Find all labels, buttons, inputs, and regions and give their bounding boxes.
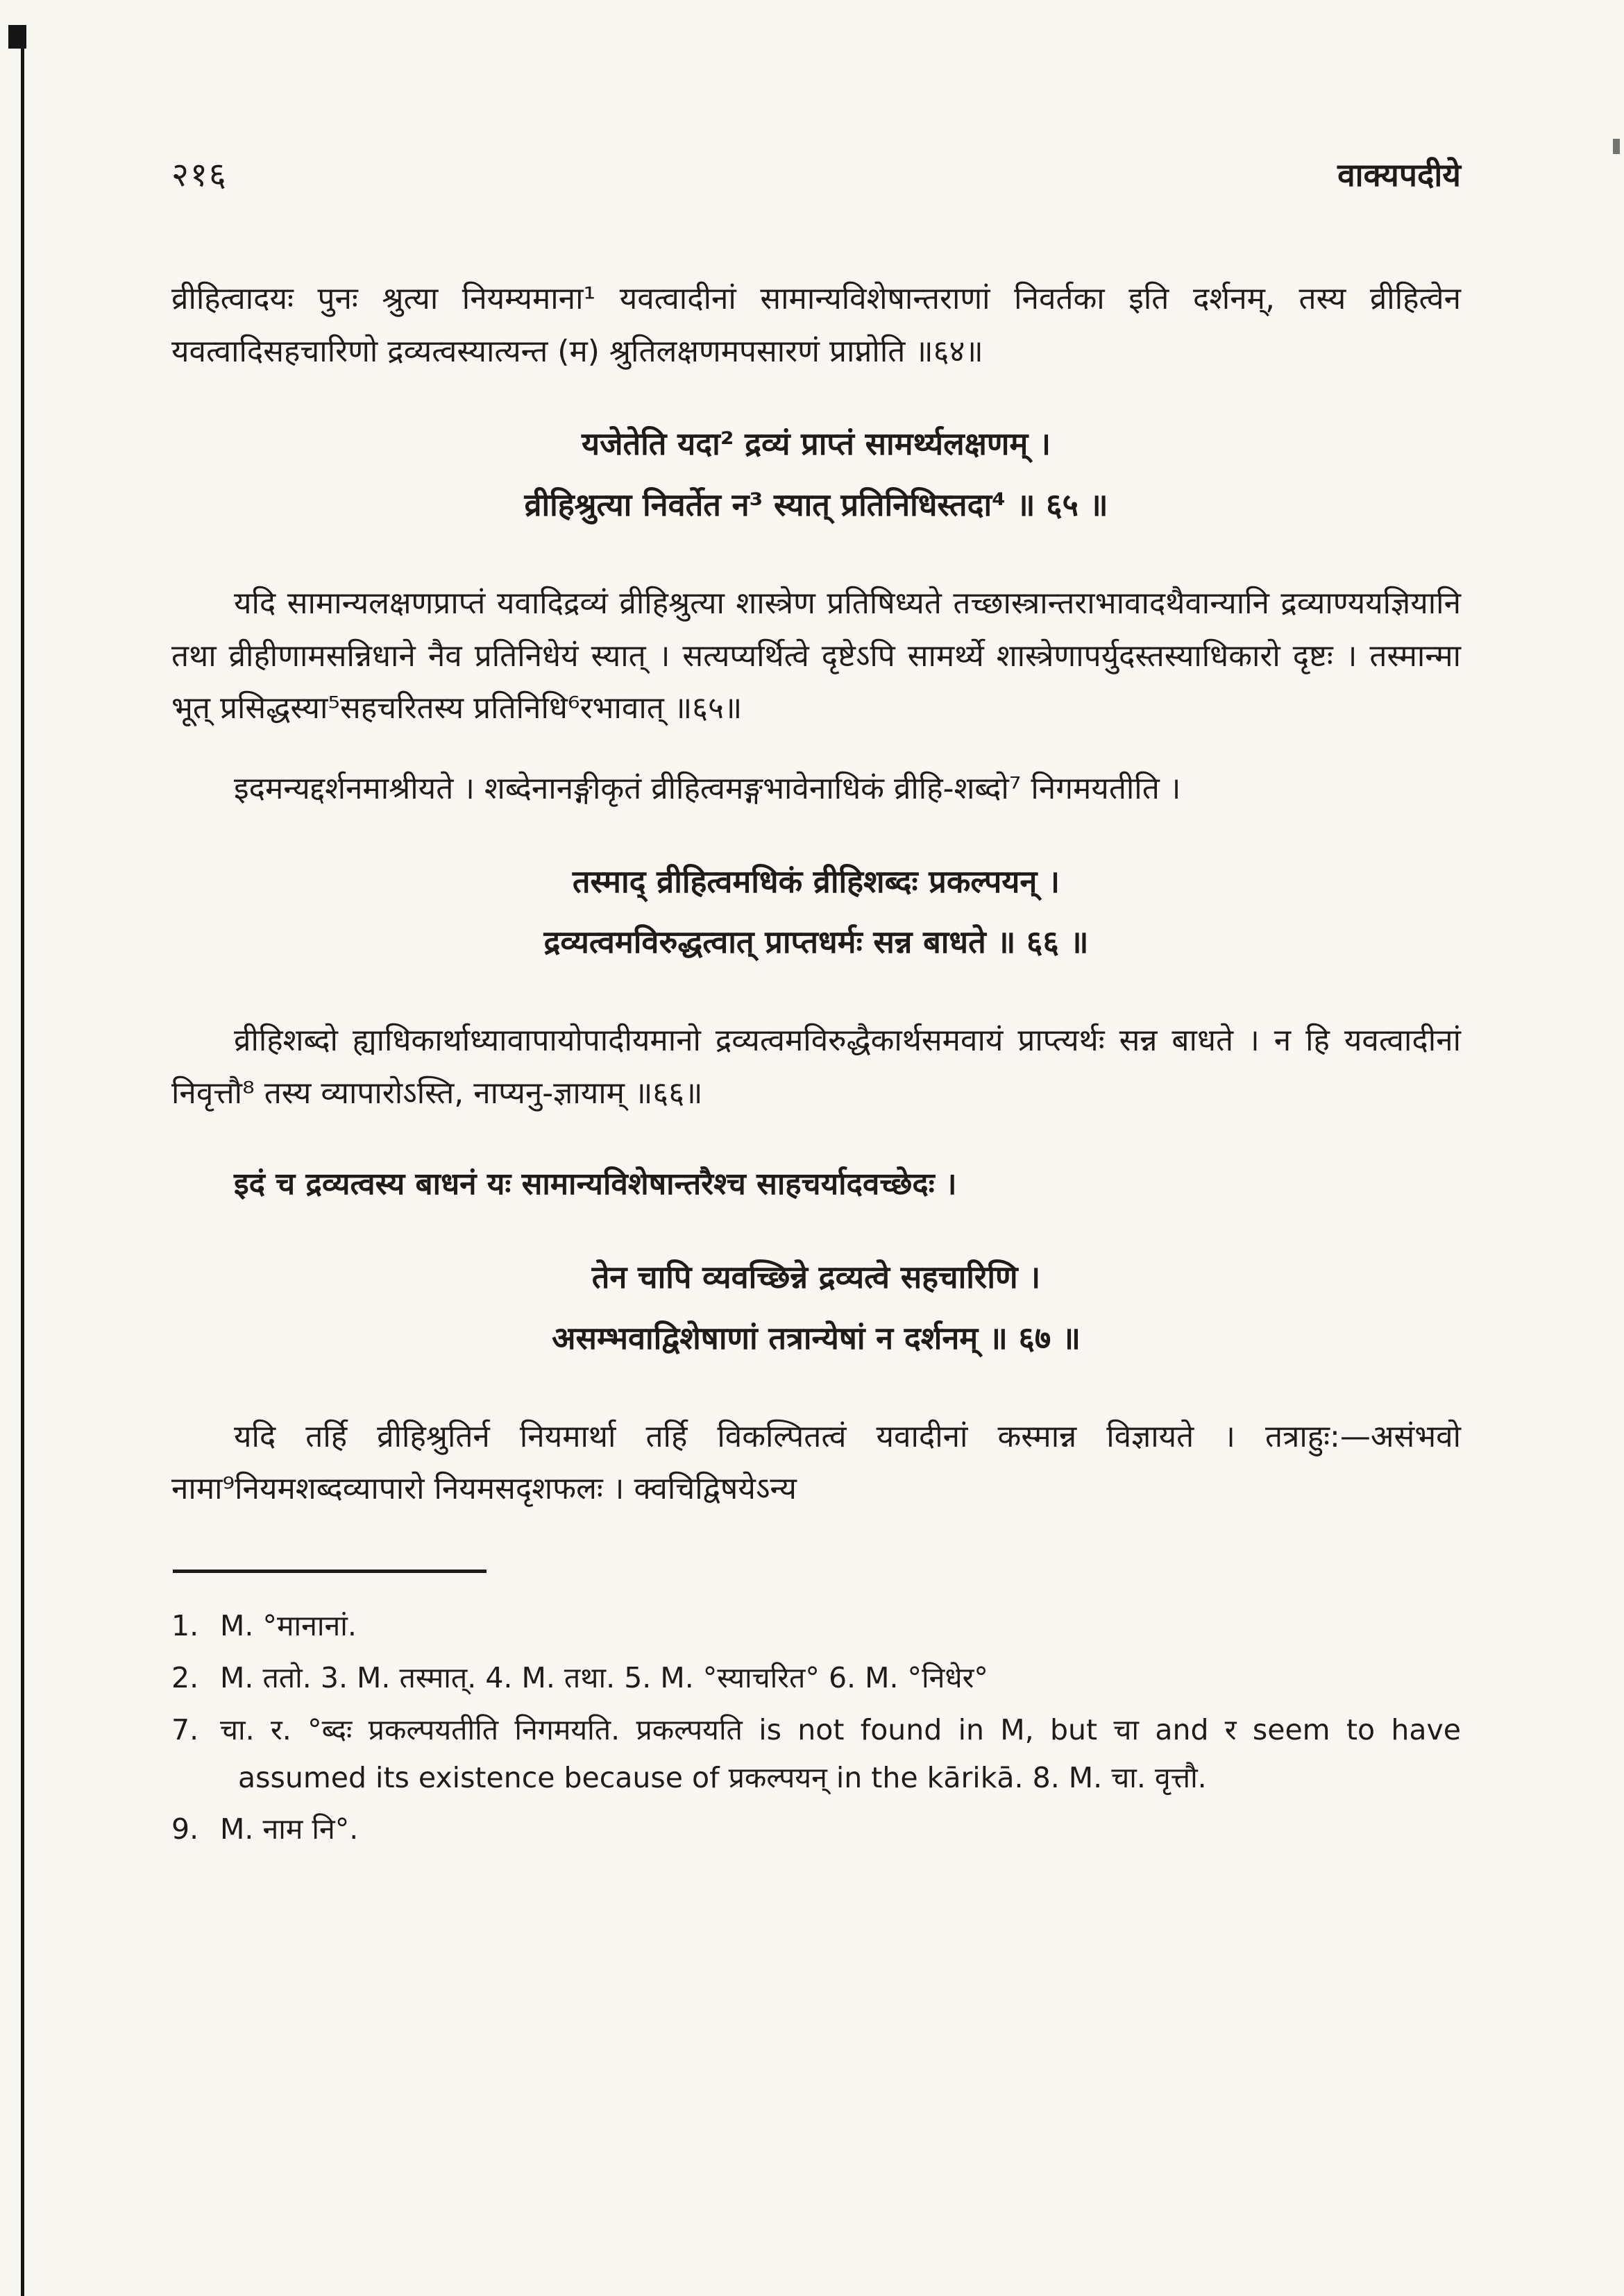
footnote-2-text: M. ततो. 3. M. तस्मात्. 4. M. तथा. 5. M. °स्याचरित° 6. M. °निधेर°: [220, 1660, 988, 1694]
scan-corner-mark: [8, 25, 26, 49]
verse-67: [171, 1247, 1461, 1369]
footnotes-section: [171, 1570, 1461, 1853]
scan-left-border: [21, 36, 24, 2296]
footnote-9: [171, 1805, 1461, 1853]
footnote-1-text: M. °मानानां.: [220, 1608, 357, 1642]
footnote-2-number: 2.: [171, 1660, 199, 1694]
verse-66-line-2: द्रव्यत्वमविरुद्धत्वात् प्राप्तधर्मः सन्न बाधते ॥ ६६ ॥: [543, 924, 1089, 961]
running-title: वाक्यपदीये: [1337, 156, 1461, 194]
footnote-9-text: M. नाम नि°.: [220, 1812, 359, 1846]
page-content: [171, 151, 1461, 1857]
paragraph-64: व्रीहित्वादयः पुनः श्रुत्या नियम्यमाना¹ यवत्वादीनां सामान्यविशेषान्तराणां निवर्तका इति दर्शनम्, तस्य व्रीहित्वेन यवत्वादिसहचारिणो द्रव्यत्वस्यात्यन्त (म) श्रुतिलक्षणमपसारणं प्राप्नोति ॥६४॥: [171, 281, 1461, 369]
page-number: २१६: [171, 155, 228, 194]
verse-65: [171, 414, 1461, 536]
verse-66: [171, 851, 1461, 973]
footnote-divider: [173, 1570, 487, 1573]
paragraph-66: व्रीहिशब्दो ह्याधिकार्थाध्यावापायोपादीयमानो द्रव्यत्वमविरुद्धैकार्थसमवायं प्राप्त्यर्थः सन्न बाधते । न हि यवत्वादीनां निवृत्तौ⁸ तस्य व्यापारोऽस्ति, नाप्यनु-ज्ञायाम् ॥६६॥: [171, 1023, 1461, 1111]
paragraph-67: यदि तर्हि व्रीहिश्रुतिर्न नियमार्था तर्हि विकल्पितत्वं यवादीनां कस्मान्न विज्ञायते । तत्राहुः:—असंभवो नामा⁹नियमशब्दव्यापारो नियमसदृशफलः । क्वचिद्विषयेऽन्य: [171, 1418, 1461, 1507]
footnote-9-number: 9.: [171, 1812, 199, 1846]
paragraph-65: यदि सामान्यलक्षणप्राप्तं यवादिद्रव्यं व्रीहिश्रुत्या शास्त्रेण प्रतिषिध्यते तच्छास्त्रान्तराभावादथैवान्यानि द्रव्याण्ययज्ञियानि तथा व्रीहीणामसन्निधाने नैव प्रतिनिधेयं स्यात् । सत्यप्यर्थित्वे दृष्टेऽपि सामर्थ्ये शास्त्रेणापर्युदस्तस्याधिकारो दृष्टः । तस्मान्मा भूत् प्रसिद्धस्या⁵सहचरितस्य प्रतिनिधि⁶रभावात् ॥६५॥: [171, 585, 1461, 726]
verse-67-line-1: तेन चापि व्यवच्छिन्ने द्रव्यत्वे सहचारिणि ।: [591, 1259, 1041, 1296]
footnote-2: [171, 1654, 1461, 1702]
statement-67: इदं च द्रव्यत्वस्य बाधनं यः सामान्यविशेषान्तरैश्च साहचर्यादवच्छेदः ।: [234, 1166, 957, 1202]
footnote-1: [171, 1602, 1461, 1650]
footnote-7-text: चा. र. °ब्दः प्रकल्पयतीति निगमयति. प्रकल्पयति is not found in M, but चा and र seem to have assumed its existence because of प्रकल्पयन् in the kārikā. 8. M. चा. वृत्तौ.: [220, 1712, 1461, 1794]
verse-67-line-2: असम्भवाद्विशेषाणां तत्रान्येषां न दर्शनम् ॥ ६७ ॥: [552, 1319, 1081, 1357]
scan-right-mark: [1613, 139, 1620, 154]
verse-66-line-1: तस्माद् व्रीहित्वमधिकं व्रीहिशब्दः प्रकल्पयन् ।: [572, 862, 1060, 900]
verse-65-line-2: व्रीहिश्रुत्या निवर्तेत न³ स्यात् प्रतिनिधिस्तदा⁴ ॥ ६५ ॥: [524, 486, 1108, 524]
paragraph-66-intro: इदमन्यद्दर्शनमाश्रीयते । शब्देनानङ्गीकृतं व्रीहित्वमङ्गभावेनाधिकं व्रीहि-शब्दो⁷ निगमयतीति ।: [234, 770, 1181, 806]
footnote-7-number: 7.: [171, 1712, 199, 1746]
page-header: [171, 151, 1461, 196]
footnote-1-number: 1.: [171, 1608, 199, 1642]
footnote-7: [171, 1706, 1461, 1802]
verse-65-line-1: यजेतेति यदा² द्रव्यं प्राप्तं सामर्थ्यलक्षणम् ।: [581, 425, 1051, 463]
